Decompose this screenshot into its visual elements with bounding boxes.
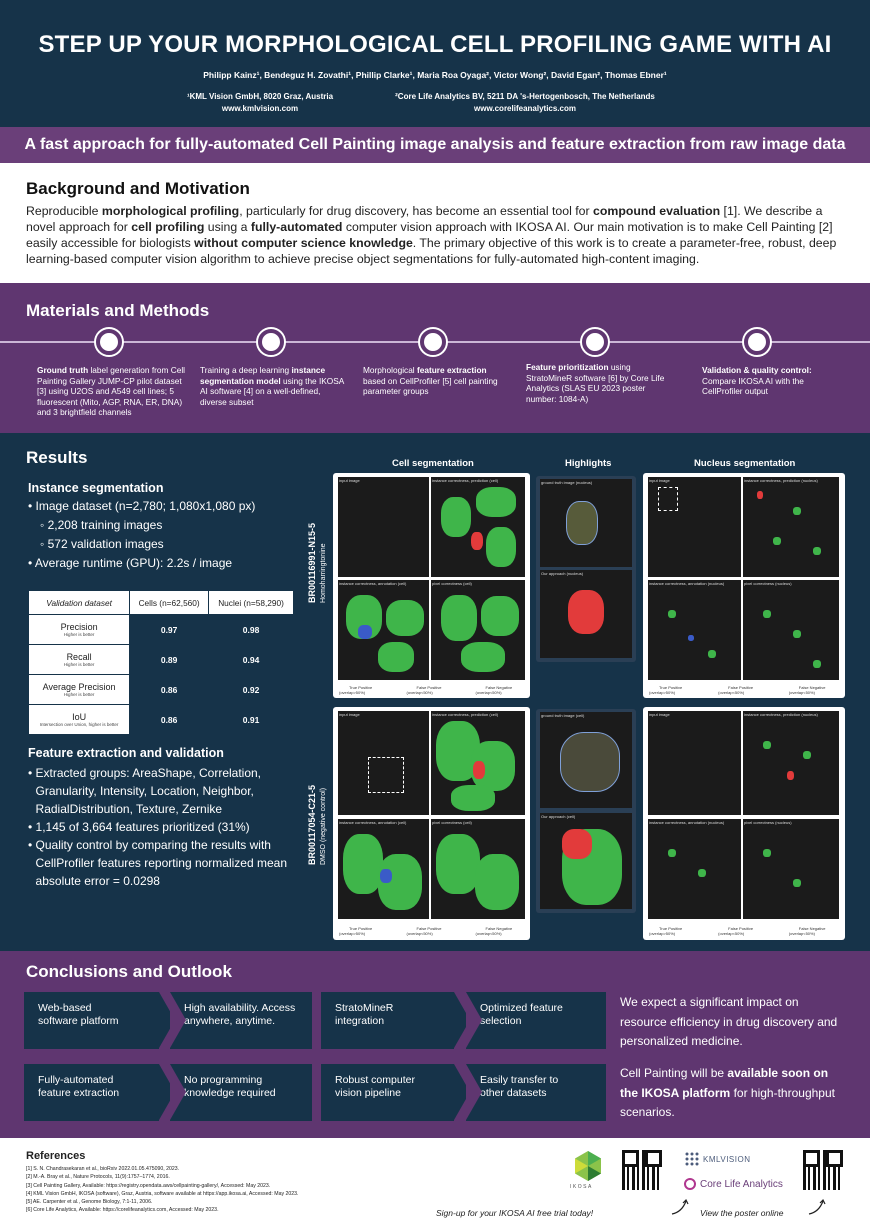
caption: ground truth image (cell) [541, 713, 585, 718]
table-row [29, 615, 294, 645]
caption: pixel correctness (nucleus) [744, 581, 792, 586]
annotation-image [648, 580, 741, 680]
method-step-2 [200, 365, 348, 407]
concl-t2a: Cell Painting will be [620, 1066, 728, 1080]
step-3-text: Morphological [363, 365, 417, 375]
caption: instance correctness, annotation (nucleus) [649, 581, 725, 586]
concl-box-6 [170, 1064, 312, 1121]
inst-bullet-1: • Image dataset (n=2,780; 1,080x1,080 px) [28, 499, 256, 513]
prediction-image [743, 477, 839, 577]
nuclei-value: 0.98 [209, 615, 294, 645]
fig-nucleus-seg-title: Nucleus segmentation [694, 458, 796, 469]
highlights-panel-2 [536, 709, 636, 913]
inst-bullet-4-text: Average runtime (GPU): 2.2s / image [34, 556, 233, 570]
concl-box-7 [321, 1064, 454, 1121]
concl-box-3-l1: StratoMineR [335, 1002, 394, 1014]
input-image [338, 711, 429, 815]
caption: pixel correctness (cell) [432, 820, 472, 825]
affiliation-1-url[interactable]: www.kmlvision.com [221, 104, 299, 113]
highlight-ours-nucleus [540, 570, 632, 658]
concl-box-1 [24, 992, 159, 1049]
arrow-notch [466, 992, 482, 1048]
step-5-marker [744, 329, 770, 355]
author-list: Philipp Kainz¹, Bendeguz H. Zovathi¹, Phillip Clarke¹, Maria Roa Oyaga², Victor Wong², David Egan², Thomas Ebner¹ [203, 70, 667, 80]
arrow-notch [170, 1064, 186, 1120]
method-step-3 [363, 365, 511, 397]
bg-t5: computer vision approach with IKOSA AI. Our main motivation is to make Cell Painting [2] easily accessible for biologists [26, 220, 833, 250]
view-poster-caption: View the poster online [700, 1208, 784, 1218]
step-5-bold: Validation & quality control: [702, 365, 812, 375]
arrow-notch [466, 1064, 482, 1120]
cells-value: 0.86 [130, 675, 209, 705]
row-label: IoU [72, 712, 87, 722]
row-label: Recall [66, 652, 92, 662]
feat-bullet-2: • 1,145 of 3,664 features prioritized (31%) [28, 820, 250, 834]
feat-bullet-2-text: 1,145 of 3,664 features prioritized (31%) [35, 820, 250, 834]
affiliation-2 [370, 91, 680, 115]
inst-bullet-1-text: Image dataset (n=2,780; 1,080x1,080 px) [35, 499, 256, 513]
affiliation-1 [160, 91, 360, 115]
legend [339, 926, 530, 936]
step-4-bold: Feature prioritization [526, 362, 609, 372]
concl-box-3 [321, 992, 454, 1049]
cla-wordmark: Core Life Analytics [700, 1178, 783, 1190]
caption: input image [649, 478, 670, 483]
bg-b5: without computer science knowledge [194, 236, 413, 250]
qr-code-poster[interactable] [803, 1150, 843, 1190]
legend-fn: False Negative (overlap<50%) [788, 926, 826, 936]
bg-b2: compound evaluation [593, 204, 721, 218]
kml-dots-icon [685, 1152, 699, 1166]
step-1-bold: Ground truth [37, 365, 89, 375]
fig-highlights-title: Highlights [565, 458, 612, 469]
poster-header [0, 0, 870, 127]
legend-tp: True Positive (overlap>50%) [649, 926, 683, 936]
signup-caption: Sign-up for your IKOSA AI free trial today! [436, 1208, 594, 1218]
row-1-id: BR00116991-N15-5 [307, 522, 317, 603]
annotation-image [648, 819, 741, 919]
references-section [0, 1138, 870, 1231]
caption: pixel correctness (nucleus) [744, 820, 792, 825]
highlights-panel-1 [536, 476, 636, 662]
row-2-id: BR00117054-C21-5 [307, 784, 317, 865]
legend [339, 685, 530, 695]
legend-tp: True Positive (overlap>50%) [649, 685, 683, 695]
nucleus-seg-panel-1 [643, 473, 845, 698]
step-1-marker [96, 329, 122, 355]
method-step-1 [37, 365, 185, 418]
reference-item: [3] Cell Painting Gallery, Available: https://registry.opendata.aws/cellpainting-gallery/, Accessed: May 2023. [26, 1182, 271, 1189]
row-1-label [307, 523, 327, 603]
row-sub: Higher is better [63, 692, 95, 697]
concl-t2c: for high-throughput scenarios. [620, 1085, 835, 1119]
concl-box-2-l1: High availability. Access [184, 1002, 296, 1014]
concl-box-1-l2: software platform [38, 1015, 119, 1027]
row-2-compound: DMSO (negative control) [320, 787, 327, 865]
caption: ground truth image (nucleus) [541, 480, 593, 485]
legend-fp: False Positive (overlap<50%) [718, 685, 754, 695]
row-2-label [307, 785, 327, 865]
conclusion-text-1: We expect a significant impact on resource efficiency in drug discovery and personalized medicine. [620, 995, 838, 1048]
concl-box-7-l1: Robust computer [335, 1074, 415, 1086]
feat-bullet-1-text: Extracted groups: AreaShape, Correlation, Granularity, Intensity, Location, Neighbor, RadialDistribution, Texture, Zernike [35, 766, 262, 816]
reference-item: [4] KML Vision GmbH, IKOSA (software), Graz, Austria, software available at https://app.ikosa.ai, Accessed: May 2023. [26, 1190, 299, 1197]
table-row [29, 675, 294, 705]
reference-item: [6] Core Life Analytics, Available: https://corelifeanalytics.com, Accessed: May 2023. [26, 1207, 219, 1214]
methods-heading: Materials and Methods [26, 301, 210, 320]
input-image [648, 477, 741, 577]
concl-box-4 [466, 992, 606, 1049]
table-col2: Nuclei (n=58,290) [209, 591, 294, 615]
fig-cell-seg-title: Cell segmentation [392, 458, 474, 469]
concl-box-5-l2: feature extraction [38, 1087, 120, 1099]
caption: input image [649, 712, 670, 717]
caption: instance correctness, prediction (nucleus) [744, 712, 818, 717]
table-header [29, 591, 294, 615]
cells-value: 0.97 [130, 615, 209, 645]
cells-value: 0.89 [130, 645, 209, 675]
highlight-gt-nucleus [540, 479, 632, 567]
concl-box-8-l2: other datasets [480, 1087, 547, 1099]
step-2-text: Training a deep learning [200, 365, 292, 375]
prediction-image [743, 711, 839, 815]
concl-box-8-l1: Easily transfer to [480, 1074, 559, 1086]
curved-arrow-icon [670, 1198, 690, 1216]
caption: instance correctness, annotation (nucleus) [649, 820, 725, 825]
table-col1: Cells (n=62,560) [130, 591, 209, 615]
reference-item: [5] AE. Carpenter et al., Genome Biology, 7:1-11, 2006. [26, 1199, 153, 1206]
legend-tp: True Positive (overlap>50%) [339, 685, 373, 695]
conclusions-section [0, 951, 870, 1138]
table-col0: Validation dataset [29, 591, 130, 615]
prediction-image [431, 477, 525, 577]
bg-b4: fully-automated [250, 220, 343, 234]
legend-fn: False Negative (overlap<50%) [475, 685, 513, 695]
validation-table [28, 590, 294, 735]
affiliation-1-name: ¹KML Vision GmbH, 8020 Graz, Austria [186, 92, 334, 101]
concl-box-3-l2: integration [335, 1015, 385, 1027]
ikosa-wordmark: IKOSA [570, 1184, 593, 1190]
step-3-bold: feature extraction [416, 365, 487, 375]
annotation-image [338, 580, 429, 680]
legend-fn: False Negative (overlap<50%) [475, 926, 513, 936]
concl-box-5 [24, 1064, 159, 1121]
inst-bullet-4: • Average runtime (GPU): 2.2s / image [28, 556, 233, 570]
concl-box-4-l1: Optimized feature [480, 1002, 563, 1014]
bg-t1: Reproducible [26, 204, 102, 218]
background-text [26, 203, 848, 267]
affiliation-2-url[interactable]: www.corelifeanalytics.com [474, 104, 576, 113]
ikosa-logo-icon [573, 1150, 603, 1182]
legend-fn: False Negative (overlap<50%) [788, 685, 826, 695]
row-sub: Intersection over Union, higher is better [39, 722, 119, 727]
row-1-compound: Homoharringtonine [320, 543, 327, 603]
concl-box-2 [170, 992, 312, 1049]
row-sub: Higher is better [63, 632, 95, 637]
bg-t2: , particularly for drug discovery, has become an essential tool for [239, 204, 594, 218]
subtitle-bar [0, 127, 870, 163]
step-3-marker [420, 329, 446, 355]
feat-bullet-3: • Quality control by comparing the results with CellProfiler features reporting normalized mean absolute error = 0.0298 [28, 836, 306, 890]
table-row [29, 705, 294, 735]
conclusions-heading: Conclusions and Outlook [26, 962, 232, 981]
caption: pixel correctness (cell) [432, 581, 472, 586]
pixel-image [743, 580, 839, 680]
concl-box-6-l1: No programming [184, 1074, 263, 1086]
caption: input image [339, 712, 360, 717]
qr-code-signup[interactable] [622, 1150, 662, 1190]
bg-t4: using a [204, 220, 251, 234]
cell-seg-panel-1 [333, 473, 530, 698]
reference-list [26, 1165, 426, 1215]
step-2-text2: using the IKOSA AI software [4] on a well-defined, diverse subset [200, 375, 344, 407]
concl-box-8 [466, 1064, 606, 1121]
legend-tp: True Positive (overlap>50%) [339, 926, 373, 936]
concl-box-2-l2: anywhere, anytime. [184, 1015, 276, 1027]
nucleus-seg-panel-2 [643, 707, 845, 940]
cell-seg-panel-2 [333, 707, 530, 940]
nuclei-value: 0.94 [209, 645, 294, 675]
caption: instance correctness, prediction (cell) [432, 478, 499, 483]
results-heading: Results [26, 448, 88, 467]
bg-t3: [1]. We describe a novel approach for [26, 204, 823, 234]
concl-box-6-l2: knowledge required [184, 1087, 276, 1099]
legend-fp: False Positive (overlap<50%) [406, 926, 442, 936]
input-image [648, 711, 741, 815]
method-step-4 [526, 362, 666, 404]
poster-title: STEP UP YOUR MORPHOLOGICAL CELL PROFILING GAME WITH AI [38, 31, 832, 58]
table-row [29, 645, 294, 675]
arrow-notch [170, 992, 186, 1048]
step-5-text: Compare IKOSA AI with the CellProfiler output [702, 375, 804, 396]
references-heading: References [26, 1150, 86, 1162]
step-2-bold: instance segmentation model [200, 365, 326, 386]
legend [649, 926, 845, 936]
concl-t2b: available soon on the IKOSA platform [620, 1066, 829, 1100]
background-section [0, 163, 870, 283]
inst-bullet-2-text: 2,208 training images [47, 518, 163, 532]
step-1-text: label generation from Cell Painting Gallery JUMP-CP pilot dataset [3] using U2OS and A549 cell lines; 5 fluorescent (Mito, AGP, RNA, ER, DNA) and 3 brightfield channels [37, 365, 186, 417]
instance-seg-heading: Instance segmentation [28, 481, 164, 495]
nuclei-value: 0.92 [209, 675, 294, 705]
bg-b3: cell profiling [131, 220, 205, 234]
highlight-gt-cell [540, 712, 632, 808]
bg-t6: . The primary objective of this work is to create a parameter-free, robust, deep learning-based computer vision algorithm to achieve precise object segmentations for fully-automated high-content imaging. [26, 236, 837, 266]
legend-fp: False Positive (overlap<50%) [406, 685, 442, 695]
cells-value: 0.86 [130, 705, 209, 735]
cla-circle-icon [684, 1178, 696, 1190]
background-heading: Background and Motivation [26, 179, 250, 198]
input-image [338, 477, 429, 577]
pixel-image [431, 580, 525, 680]
prediction-image [431, 711, 525, 815]
caption: instance correctness, prediction (cell) [432, 712, 499, 717]
inst-bullet-2: ◦ 2,208 training images [40, 518, 163, 532]
legend-fp: False Positive (overlap<50%) [718, 926, 754, 936]
inst-bullet-3-text: 572 validation images [47, 537, 164, 551]
nuclei-value: 0.91 [209, 705, 294, 735]
kml-wordmark: KMLVISION [703, 1154, 751, 1164]
caption: input image [339, 478, 360, 483]
feat-bullet-3-text: Quality control by comparing the results with CellProfiler features reporting normalized mean absolute error = 0.0298 [35, 838, 287, 888]
method-step-5 [702, 365, 832, 397]
core-life-analytics-logo [684, 1178, 783, 1190]
reference-item: [1] S. N. Chandrasekaran et al., bioRxiv 2022.01.05.475090, 2023. [26, 1166, 180, 1172]
concl-box-4-l2: selection [480, 1015, 522, 1027]
instance-seg-bullets [28, 497, 308, 573]
row-sub: Higher is better [63, 662, 95, 667]
reference-item: [2] M.-A. Bray et al., Nature Protocols, 11(9):1757–1774, 2016. [26, 1174, 170, 1181]
conclusion-text-2 [620, 1064, 845, 1123]
pixel-image [743, 819, 839, 919]
caption: instance correctness, prediction (nucleus) [744, 478, 818, 483]
feature-bullets [28, 764, 306, 890]
concl-box-1-l1: Web-based [38, 1002, 92, 1014]
concl-box-5-l1: Fully-automated [38, 1074, 114, 1086]
affiliation-2-name: ²Core Life Analytics BV, 5211 DA 's-Hertogenbosch, The Netherlands [395, 92, 655, 101]
caption: Our approach (cell) [541, 814, 576, 819]
pixel-image [431, 819, 525, 919]
feat-bullet-1: • Extracted groups: AreaShape, Correlation, Granularity, Intensity, Location, Neighbor, RadialDistribution, Texture, Zernike [28, 764, 306, 818]
annotation-image [338, 819, 429, 919]
inst-bullet-3: ◦ 572 validation images [40, 537, 164, 551]
step-3-text2: based on CellProfiler [5] cell painting parameter groups [363, 375, 498, 396]
step-4-marker [582, 329, 608, 355]
caption: Our approach (nucleus) [541, 571, 584, 576]
step-4-text: using StratoMineR software [6] by Core Life Analytics (SLAS EU 2023 poster number: 1084-A) [526, 362, 665, 404]
row-label: Average Precision [42, 682, 116, 692]
legend [649, 685, 845, 695]
subtitle: A fast approach for fully-automated Cell Painting image analysis and feature extraction from raw image data [24, 136, 846, 153]
curved-arrow-icon [807, 1198, 827, 1216]
highlight-ours-cell [540, 813, 632, 909]
row-label: Precision [60, 622, 98, 632]
concl-box-7-l2: vision pipeline [335, 1087, 401, 1099]
step-2-marker [258, 329, 284, 355]
feature-heading: Feature extraction and validation [28, 746, 224, 760]
caption: instance correctness, annotation (cell) [339, 581, 407, 586]
kml-vision-logo [685, 1152, 750, 1166]
bg-b1: morphological profiling [101, 204, 240, 218]
caption: instance correctness, annotation (cell) [339, 820, 407, 825]
